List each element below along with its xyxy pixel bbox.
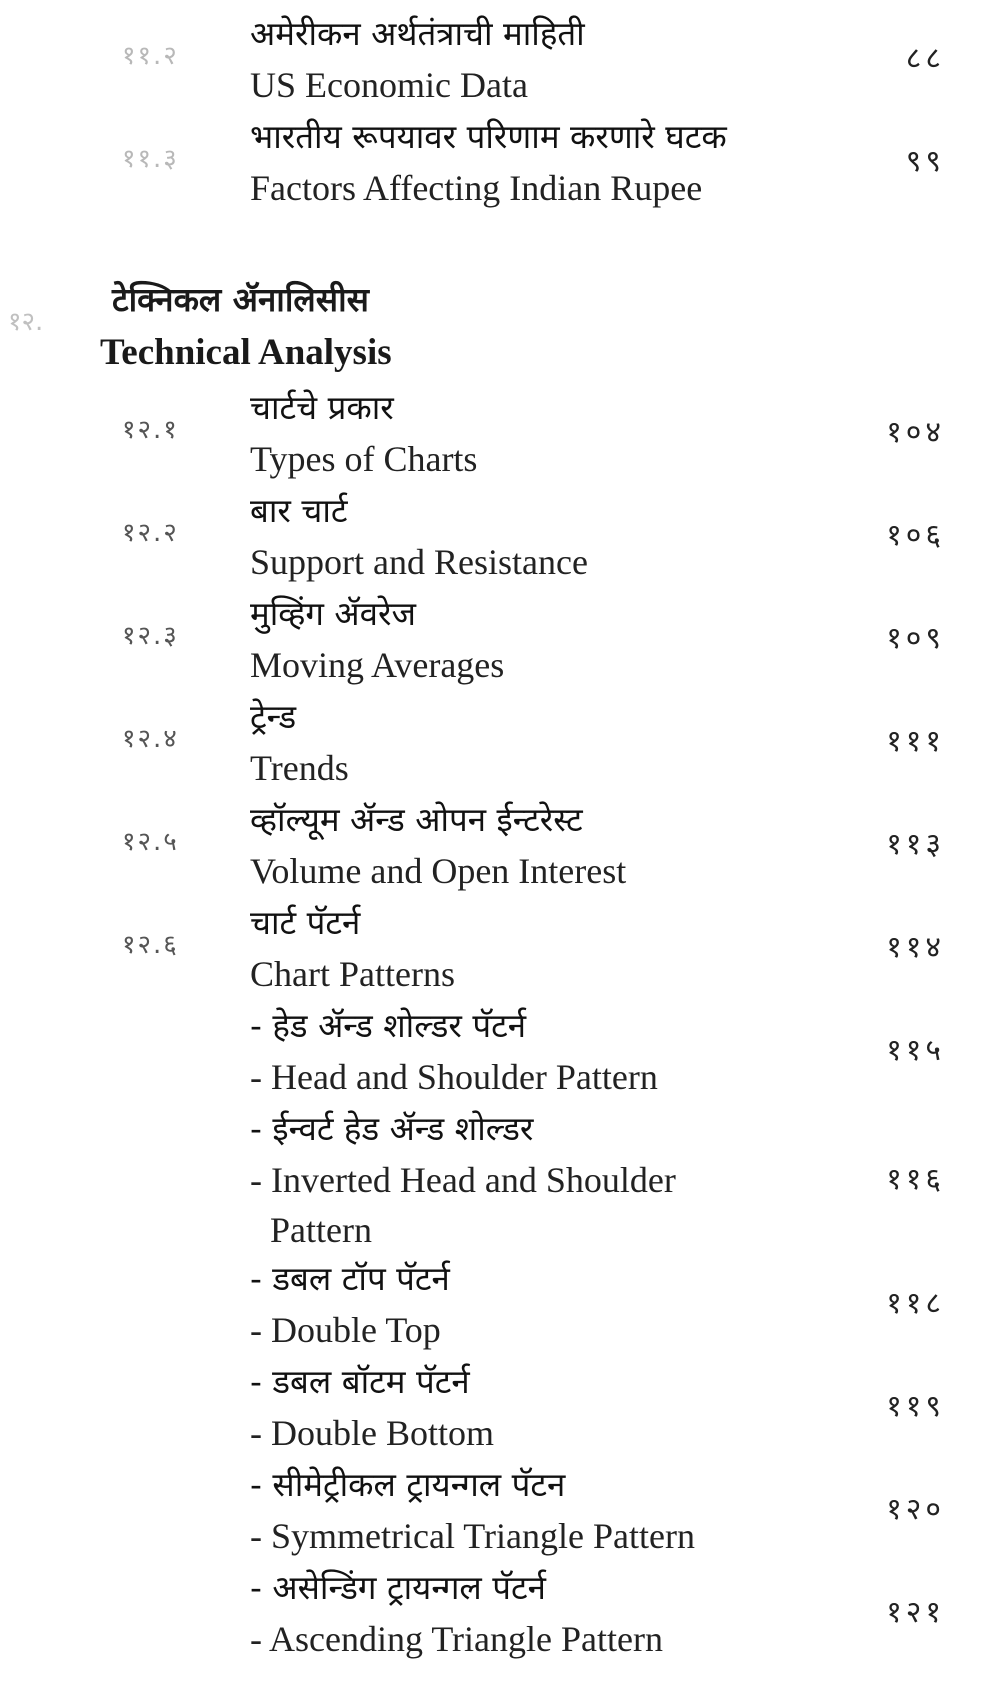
entry-title-marathi: ट्रेन्ड	[250, 697, 297, 736]
entry-title-marathi: बार चार्ट	[250, 491, 348, 530]
entry-number: १२.४	[122, 724, 179, 754]
entry-title-english: Types of Charts	[250, 439, 478, 479]
entry-page-number: १०६	[886, 518, 945, 553]
subentry-title-marathi: - सीमेट्रीकल ट्रायन्गल पॅटन	[250, 1465, 566, 1504]
entry-title-marathi: व्हॉल्यूम ॲन्ड ओपन ईन्टरेस्ट	[250, 800, 583, 839]
subentry-title-marathi: - डबल टॉप पॅटर्न	[250, 1259, 450, 1298]
subentry-title-english: - Inverted Head and Shoulder	[250, 1160, 676, 1200]
subentry-title-marathi: - ईन्वर्ट हेड ॲन्ड शोल्डर	[250, 1109, 534, 1148]
entry-page-number: ९९	[905, 144, 945, 179]
subentry-title-english: - Double Bottom	[250, 1413, 494, 1453]
entry-page-number: ११४	[886, 930, 945, 965]
entry-title-marathi: चार्ट पॅटर्न	[250, 903, 361, 942]
subentry-page-number: ११६	[886, 1162, 945, 1197]
entry-number: ११.२	[122, 41, 179, 71]
entry-number: १२.६	[122, 930, 179, 960]
subentry-page-number: १२०	[886, 1492, 945, 1527]
entry-title-marathi: भारतीय रूपयावर परिणाम करणारे घटक	[250, 117, 727, 156]
subentry-title-marathi: - हेड ॲन्ड शोल्डर पॅटर्न	[250, 1006, 527, 1045]
entry-page-number: ८८	[905, 41, 945, 76]
entry-number: १२.५	[122, 827, 179, 857]
entry-title-english: Support and Resistance	[250, 542, 588, 582]
chapter-title-english: Technical Analysis	[100, 332, 392, 373]
subentry-title-english: - Double Top	[250, 1310, 441, 1350]
chapter-number: १२.	[8, 307, 44, 337]
subentry-title-marathi: - डबल बॉटम पॅटर्न	[250, 1362, 470, 1401]
subentry-title-english: - Ascending Triangle Pattern	[250, 1619, 663, 1659]
entry-number: १२.२	[122, 518, 179, 548]
entry-title-english: Factors Affecting Indian Rupee	[250, 168, 703, 208]
entry-title-english: Chart Patterns	[250, 954, 455, 994]
subentry-title-english: - Head and Shoulder Pattern	[250, 1057, 658, 1097]
subentry-title-english-continued: Pattern	[270, 1210, 372, 1250]
entry-title-marathi: चार्टचे प्रकार	[250, 388, 394, 427]
subentry-page-number: ११९	[886, 1389, 945, 1424]
chapter-title-marathi: टेक्निकल ॲनालिसीस	[112, 280, 369, 319]
subentry-page-number: ११८	[886, 1286, 945, 1321]
entry-number: १२.१	[122, 415, 179, 445]
entry-title-english: US Economic Data	[250, 65, 528, 105]
subentry-title-english: - Symmetrical Triangle Pattern	[250, 1516, 695, 1556]
entry-number: १२.३	[122, 621, 179, 651]
entry-title-english: Volume and Open Interest	[250, 851, 627, 891]
entry-title-marathi: अमेरीकन अर्थतंत्राची माहिती	[250, 14, 585, 53]
subentry-title-marathi: - असेन्डिंग ट्रायन्गल पॅटर्न	[250, 1568, 546, 1607]
entry-title-english: Trends	[250, 748, 349, 788]
entry-page-number: ११३	[886, 827, 945, 862]
subentry-page-number: ११५	[886, 1033, 945, 1068]
entry-number: ११.३	[122, 144, 179, 174]
entry-page-number: १११	[886, 724, 945, 759]
entry-page-number: १०९	[886, 621, 945, 656]
entry-title-english: Moving Averages	[250, 645, 505, 685]
entry-title-marathi: मुव्हिंग ॲवरेज	[250, 594, 416, 633]
entry-page-number: १०४	[886, 415, 945, 450]
subentry-page-number: १२१	[886, 1595, 945, 1630]
